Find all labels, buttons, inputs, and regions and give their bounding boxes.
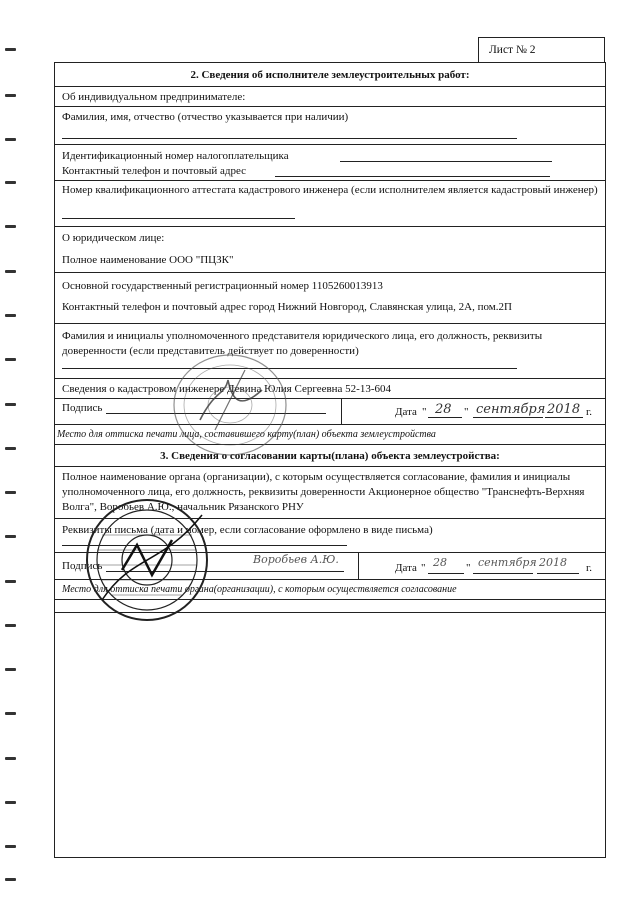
punch-mark bbox=[5, 845, 16, 848]
date-suffix: г. bbox=[586, 406, 593, 418]
section2-title-row bbox=[55, 63, 605, 87]
inn-label: Идентификационный номер налогоплательщика bbox=[62, 150, 289, 162]
date-day-line-2 bbox=[428, 573, 464, 574]
fio-row bbox=[55, 107, 605, 145]
punch-mark bbox=[5, 535, 16, 538]
punch-mark bbox=[5, 314, 16, 317]
ogrn: Основной государственный регистрационный номер 1105260013913 bbox=[62, 280, 383, 292]
cadastral-engineer-row bbox=[55, 379, 605, 399]
punch-mark bbox=[5, 358, 16, 361]
qualification-field-line bbox=[62, 218, 295, 219]
date-day-2: 28 bbox=[433, 556, 447, 569]
stamp-place-note: Место для оттиска печати лица, составившего карту(план) объекта землеустройства bbox=[57, 429, 436, 440]
punch-mark bbox=[5, 94, 16, 97]
signature-scribble-icon bbox=[200, 380, 262, 420]
section3-title: 3. Сведения о согласовании карты(плана) объекта землеустройства: bbox=[160, 450, 500, 462]
punch-mark bbox=[5, 757, 16, 760]
fio-field-line bbox=[62, 138, 517, 139]
date-year-2: 2018 bbox=[539, 556, 567, 569]
date-suffix-2: г. bbox=[586, 562, 593, 574]
representative-row bbox=[55, 324, 605, 379]
punch-mark bbox=[5, 181, 16, 184]
punch-mark bbox=[5, 138, 16, 141]
signature-date-row: Подпись Дата " 28 " сентября 2018 г. bbox=[55, 399, 605, 425]
punch-mark bbox=[5, 712, 16, 715]
round-stamp-2 bbox=[82, 495, 212, 625]
date-year-line-2 bbox=[537, 573, 579, 574]
punch-mark bbox=[5, 878, 16, 881]
date-label: Дата bbox=[395, 406, 417, 418]
punch-mark bbox=[5, 48, 16, 51]
date-month-line-2 bbox=[473, 573, 533, 574]
contact-field-line bbox=[275, 176, 550, 177]
punch-mark bbox=[5, 801, 16, 804]
date-day-line bbox=[428, 417, 462, 418]
legal-entity-row bbox=[55, 227, 605, 273]
qualification-label: Номер квалификационного аттестата кадастрового инженера (если исполнителем является кадастровый инженер) bbox=[62, 184, 598, 196]
signature-label: Подпись bbox=[62, 402, 103, 414]
signature-date-row-2: Подпись Воробьев А.Ю. Дата " 28 " сентября 2018 г. bbox=[55, 553, 605, 580]
round-stamp-1 bbox=[170, 350, 290, 460]
punch-mark bbox=[5, 624, 16, 627]
ogrn-row bbox=[55, 273, 605, 324]
representative-label: Фамилия и инициалы уполномоченного представителя юридического лица, его должность, реквизиты доверенности (если представитель действует по доверенности) bbox=[62, 330, 543, 357]
date-year-line bbox=[545, 417, 583, 418]
punch-mark bbox=[5, 225, 16, 228]
inn-field-line bbox=[340, 161, 552, 162]
letter-label: Реквизиты письма (дата и номер, если согласование оформлено в виде письма) bbox=[62, 524, 433, 536]
signature-hand: Воробьев А.Ю. bbox=[253, 553, 339, 566]
section2-title: 2. Сведения об исполнителе землеустроительных работ: bbox=[190, 69, 470, 81]
org-full: Полное наименование органа (организации), с которым осуществляется согласование, фамилия и инициалы уполномоченного лица, его должность, реквизиты доверенности Акционерное общество "Транснефть-Верхняя Волга", Воробьев А.Ю., начальник Рязанского РНУ bbox=[62, 471, 585, 513]
punch-mark bbox=[5, 403, 16, 406]
date-year: 2018 bbox=[547, 402, 581, 417]
signature-label-2: Подпись bbox=[62, 560, 103, 572]
date-day: 28 bbox=[435, 402, 452, 417]
date-month: сентября bbox=[476, 402, 546, 417]
section3-title-row bbox=[55, 445, 605, 467]
document-frame bbox=[54, 62, 606, 858]
signature-date-divider-2 bbox=[358, 553, 359, 579]
punch-mark bbox=[5, 270, 16, 273]
punch-mark bbox=[5, 447, 16, 450]
fio-label: Фамилия, имя, отчество (отчество указывается при наличии) bbox=[62, 111, 349, 123]
punch-mark bbox=[5, 491, 16, 494]
date-month-2: сентября bbox=[478, 556, 537, 569]
punch-mark bbox=[5, 580, 16, 583]
sheet-number: Лист № 2 bbox=[478, 37, 605, 62]
individual-header: Об индивидуальном предпринимателе: bbox=[62, 91, 246, 103]
stamp-place-note-2: Место для оттиска печати органа(организации), с которым осуществляется согласование bbox=[62, 584, 457, 595]
individual-header-row bbox=[55, 87, 605, 107]
signature-date-divider bbox=[341, 399, 342, 424]
stamp-place-row bbox=[55, 425, 605, 445]
legal-full-name: Полное наименование ООО "ПЦЗК" bbox=[62, 254, 234, 266]
contact-label: Контактный телефон и почтовый адрес bbox=[62, 165, 247, 177]
cadastral-engineer: Сведения о кадастровом инженере Девина Юлия Сергеевна 52-13-604 bbox=[62, 383, 392, 395]
inn-contact-row bbox=[55, 145, 605, 181]
date-month-line bbox=[473, 417, 543, 418]
emblem-icon bbox=[122, 540, 172, 575]
punch-mark bbox=[5, 668, 16, 671]
legal-header: О юридическом лице: bbox=[62, 232, 165, 244]
qualification-row bbox=[55, 181, 605, 227]
date-label-2: Дата bbox=[395, 562, 417, 574]
legal-contact: Контактный телефон и почтовый адрес город Нижний Новгород, Славянская улица, 2А, пом.2П bbox=[62, 301, 512, 313]
